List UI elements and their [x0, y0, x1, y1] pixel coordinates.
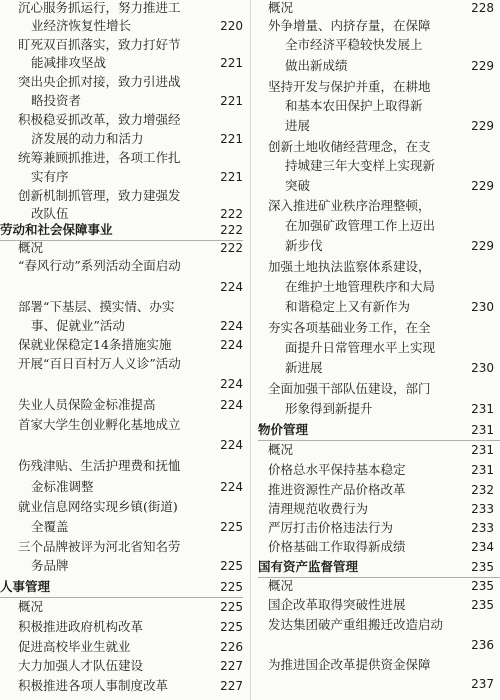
toc-entry — [258, 297, 500, 317]
entry-title: 积极稳妥抓改革，致力增强经 — [18, 112, 181, 127]
toc-entry — [258, 277, 500, 297]
entry-title: 全面加强干部队伍建设，部门 — [268, 381, 431, 396]
page-number: 224 — [220, 377, 243, 391]
toc-entry — [0, 497, 243, 517]
entry-title: 推进资源性产品价格改革 — [268, 482, 406, 497]
page-number: 229 — [471, 239, 494, 253]
entry-title: 外争增量、内挤存量，在保障 — [268, 18, 431, 33]
page-number: 235 — [471, 579, 494, 593]
toc-entry — [0, 477, 243, 497]
entry-title: 和谐稳定上又有新作为 — [285, 299, 411, 314]
entry-title: 就业信息网络实现乡镇(街道) — [18, 499, 178, 514]
entry-title: 统筹兼顾抓推进，各项工作扎 — [18, 150, 181, 165]
toc-entry — [258, 236, 500, 256]
toc-entry — [0, 297, 243, 317]
page-number: 230 — [471, 361, 494, 375]
toc-entry — [258, 595, 500, 615]
section-title: 国有资产监督管理 — [258, 559, 359, 574]
entry-title: 新步伐 — [285, 238, 323, 253]
toc-entry — [258, 77, 500, 97]
toc-entry — [0, 556, 243, 576]
page-number: 231 — [471, 423, 494, 437]
entry-title: 进展 — [285, 118, 311, 133]
entry-title: 三个品牌被评为河北省知名劳 — [18, 539, 181, 554]
entry-title: 创新机制抓管理，致力建强发 — [18, 188, 181, 203]
entry-title: 价格总水平保持基本稳定 — [268, 462, 406, 477]
toc-entry — [258, 537, 500, 557]
page-number: 234 — [471, 540, 494, 554]
entry-title: 突出央企抓对接，致力引进战 — [18, 74, 181, 89]
toc-entry — [258, 635, 500, 655]
toc-entry — [0, 186, 243, 206]
entry-title: 发达集团破产重组搬迁改造启动 — [268, 617, 444, 632]
toc-entry — [0, 72, 243, 92]
toc-entry — [258, 518, 500, 538]
toc-section-heading — [258, 557, 500, 578]
page-number: 231 — [471, 463, 494, 477]
entry-title: 创新土地收储经营理念，在支 — [268, 139, 431, 154]
toc-entry — [258, 480, 500, 500]
entry-title: 全市经济平稳较快发展上 — [285, 37, 423, 52]
toc-entry — [0, 676, 243, 696]
toc-entry — [0, 110, 243, 130]
entry-title: 积极推进政府机构改革 — [18, 619, 144, 634]
page-number: 221 — [220, 56, 243, 70]
entry-title: 概况 — [268, 578, 294, 593]
page-number: 233 — [471, 502, 494, 516]
entry-title: “春风行动”系列活动全面启动 — [18, 258, 181, 273]
page-number: 235 — [471, 560, 494, 574]
entry-title: 坚持开发与保护并重，在耕地 — [268, 79, 431, 94]
toc-entry — [0, 537, 243, 557]
toc-entry — [258, 176, 500, 196]
toc-entry — [258, 615, 500, 635]
page-number: 228 — [471, 1, 494, 15]
page-number: 225 — [220, 600, 243, 614]
entry-title: 严厉打击价格违法行为 — [268, 520, 394, 535]
toc-entry — [258, 399, 500, 419]
entry-title: 略投资者 — [31, 93, 82, 108]
page-number: 227 — [220, 679, 243, 693]
page-number: 222 — [220, 241, 243, 255]
entry-title: 为推进国企改革提供资金保障 — [268, 657, 431, 672]
toc-entry — [258, 318, 500, 338]
entry-title: 概况 — [268, 442, 294, 457]
entry-title: 夯实各项基础业务工作，在全 — [268, 320, 431, 335]
toc-entry — [258, 674, 500, 694]
page-number: 233 — [471, 521, 494, 535]
toc-entry — [0, 395, 243, 415]
entry-title: 在维护土地管理秩序和大局 — [285, 279, 436, 294]
entry-title: 和基本农田保护上取得新 — [285, 98, 423, 113]
page-number: 224 — [220, 480, 243, 494]
entry-title: 能减排攻坚战 — [31, 55, 107, 70]
toc-entry — [258, 156, 500, 176]
entry-title: 改队伍 — [31, 206, 69, 221]
entry-title: 深入推进矿业秩序治理整顿， — [268, 198, 431, 213]
page-number: 229 — [471, 119, 494, 133]
entry-title: 概况 — [268, 0, 294, 15]
toc-entry — [258, 379, 500, 399]
entry-title: 开展“百日百村万人义诊”活动 — [18, 356, 181, 371]
toc-entry — [0, 617, 243, 637]
entry-title: 实有序 — [31, 169, 69, 184]
toc-entry — [258, 16, 500, 36]
entry-title: 首家大学生创业孵化基地成立 — [18, 417, 181, 432]
toc-entry — [0, 256, 243, 276]
entry-title: 盯死双百抓落实，致力打好节 — [18, 37, 181, 52]
page-number: 229 — [471, 179, 494, 193]
entry-title: 部署“下基层、摸实情、办实 — [18, 299, 175, 314]
page-number: 224 — [220, 338, 243, 352]
entry-title: 加强土地执法监察体系建设， — [268, 259, 431, 274]
page-number: 220 — [220, 19, 243, 33]
page-number: 225 — [220, 580, 243, 594]
toc-entry — [258, 96, 500, 116]
page-number: 237 — [471, 677, 494, 691]
entry-title: 清理规范收费行为 — [268, 501, 369, 516]
entry-title: 在加强矿政管理工作上迈出 — [285, 218, 436, 233]
page-number: 222 — [220, 207, 243, 221]
entry-title: 面提升日常管理水平上实现 — [285, 340, 436, 355]
page-number: 227 — [220, 659, 243, 673]
toc-section-heading — [0, 577, 243, 598]
toc-entry — [258, 56, 500, 76]
toc-entry — [258, 137, 500, 157]
entry-title: 失业人员保险金标准提高 — [18, 397, 156, 412]
toc-entry — [0, 415, 243, 435]
entry-title: 全覆盖 — [31, 519, 69, 534]
toc-entry — [0, 316, 243, 336]
toc-entry — [0, 167, 243, 187]
page-number: 221 — [220, 94, 243, 108]
entry-title: 大力加强人才队伍建设 — [18, 658, 144, 673]
toc-entry — [258, 499, 500, 519]
section-title: 劳动和社会保障事业 — [0, 222, 113, 237]
entry-title: 积极推进各项人事制度改革 — [18, 678, 169, 693]
toc-entry — [0, 456, 243, 476]
entry-title: 业经济恢复性增长 — [31, 18, 132, 33]
page-number: 225 — [220, 620, 243, 634]
entry-title: 持城建三年大变样上实现新 — [285, 158, 436, 173]
toc-entry — [258, 35, 500, 55]
toc-entry — [258, 116, 500, 136]
page-number: 222 — [220, 223, 243, 237]
section-title: 人事管理 — [0, 579, 51, 594]
page-number: 236 — [471, 638, 494, 652]
entry-title: 沉心服务抓运行，努力推进工 — [18, 0, 181, 15]
page-number: 229 — [471, 59, 494, 73]
page-number: 221 — [220, 132, 243, 146]
entry-title: 价格基础工作取得新成绩 — [268, 539, 406, 554]
entry-title: 济发展的动力和活力 — [31, 131, 144, 146]
page-number: 225 — [220, 520, 243, 534]
entry-title: 概况 — [18, 240, 44, 255]
toc-entry — [0, 335, 243, 355]
toc-entry — [0, 277, 243, 297]
toc-entry — [0, 238, 243, 258]
page-number: 221 — [220, 170, 243, 184]
toc-entry — [258, 216, 500, 236]
entry-title: 概况 — [18, 599, 44, 614]
toc-entry — [258, 358, 500, 378]
toc-entry — [258, 655, 500, 675]
entry-title: 国企改革取得突破性进展 — [268, 597, 406, 612]
toc-entry — [0, 91, 243, 111]
toc-entry — [0, 656, 243, 676]
entry-title: 伤残津贴、生活护理费和抚恤 — [18, 458, 181, 473]
toc-entry — [0, 637, 243, 657]
entry-title: 促进高校毕业生就业 — [18, 639, 131, 654]
entry-title: 形象得到新提升 — [285, 401, 373, 416]
section-title: 物价管理 — [258, 422, 309, 437]
toc-entry — [258, 338, 500, 358]
page-number: 224 — [220, 319, 243, 333]
toc-entry — [0, 129, 243, 149]
entry-title: 突破 — [285, 178, 311, 193]
toc-entry — [0, 597, 243, 617]
toc-section-heading — [258, 420, 500, 441]
page-number: 232 — [471, 483, 494, 497]
toc-entry — [0, 354, 243, 374]
toc-entry — [258, 196, 500, 216]
entry-title: 保就业保稳定14条措施实施 — [18, 337, 172, 352]
toc-entry — [0, 435, 243, 455]
page-number: 231 — [471, 443, 494, 457]
entry-title: 新进展 — [285, 360, 323, 375]
page-number: 235 — [471, 598, 494, 612]
page-number: 224 — [220, 280, 243, 294]
entry-title: 务品牌 — [31, 558, 69, 573]
toc-entry — [258, 257, 500, 277]
toc-entry — [0, 53, 243, 73]
toc-entry — [0, 374, 243, 394]
toc-entry — [258, 460, 500, 480]
page-number: 225 — [220, 559, 243, 573]
page-number: 226 — [220, 640, 243, 654]
page-number: 224 — [220, 438, 243, 452]
toc-entry — [0, 517, 243, 537]
toc-entry — [258, 576, 500, 596]
entry-title: 事、促就业”活动 — [31, 318, 125, 333]
toc-entry — [0, 148, 243, 168]
page-number: 230 — [471, 300, 494, 314]
page-number: 224 — [220, 398, 243, 412]
entry-title: 做出新成绩 — [285, 58, 348, 73]
column-divider — [250, 0, 251, 700]
toc-entry — [258, 440, 500, 460]
toc-entry — [0, 16, 243, 36]
toc-entry — [0, 35, 243, 55]
page-number: 231 — [471, 402, 494, 416]
entry-title: 金标准调整 — [31, 479, 94, 494]
